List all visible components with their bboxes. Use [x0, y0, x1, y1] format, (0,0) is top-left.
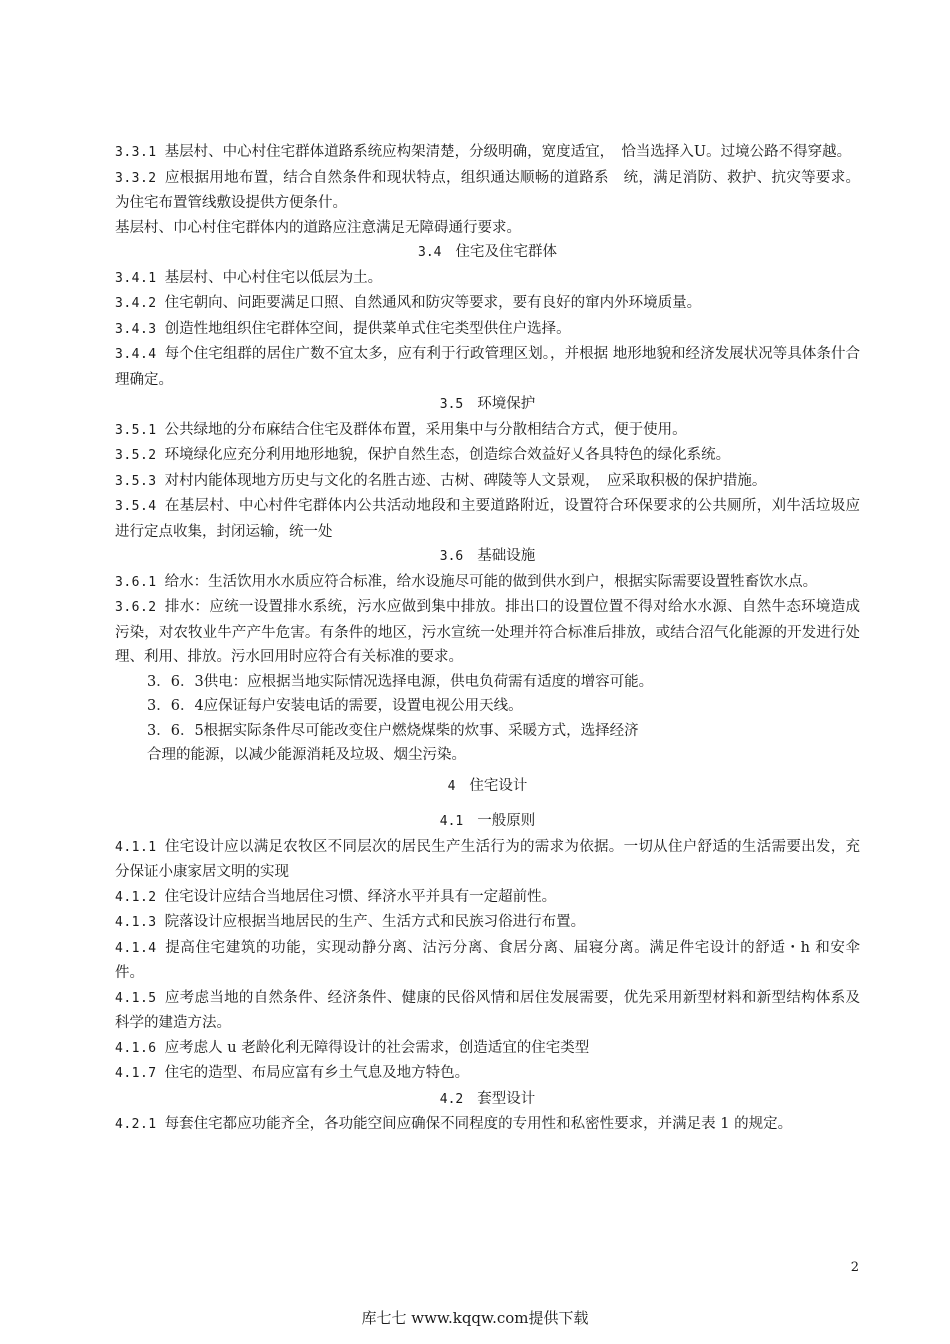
- clause-number: 4.1.4: [115, 940, 157, 956]
- clause-text: 院落设计应根据当地居民的生产、生活方式和民族习俗进行布置。: [164, 914, 586, 930]
- clause-number: 4.1.6: [115, 1040, 157, 1056]
- section-heading-3-5: [115, 392, 860, 418]
- section-title: 一般原则: [477, 813, 536, 829]
- clause-text: 每个住宅组群的居住广数不宜太多，应有利于行政管理区划。，并根据 地形地貌和经济发展状况等具体条什合理确定。: [115, 346, 860, 388]
- clause-text: 住宅朝向、问距要满足口照、自然通风和防灾等要求，要有良好的窜内外环境质量。: [164, 295, 702, 311]
- clause-number: 3.6.1: [115, 574, 157, 590]
- download-footer: 库七七 www.kqqw.com提供下载: [361, 1309, 589, 1327]
- clause-4-1-4: [115, 936, 860, 986]
- clause-number: 3.5.2: [115, 448, 157, 463]
- document-body: [115, 140, 860, 1138]
- clause-number: 4.2.1: [115, 1117, 157, 1132]
- clause-text: 每套住宅都应功能齐全，各功能空间应确保不同程度的专用性和私密性要求，并满足表 1 的规定。: [164, 1116, 793, 1132]
- clause-text: 3．6．4应保证每户安装电话的需要，设置电视公用天线。: [147, 698, 523, 714]
- clause-text: 应考虑人 u 老龄化利无障得设计的社会需求，创造适宜的住宅类型: [164, 1039, 590, 1056]
- section-number: 4.2: [439, 1091, 464, 1107]
- clause-4-1-7: [115, 1061, 860, 1087]
- clause-3-5-4: [115, 494, 860, 544]
- clause-4-1-5: [115, 986, 860, 1036]
- section-number: 3.5: [439, 397, 464, 412]
- clause-3-6-5-continued: [115, 743, 860, 768]
- page-number: 2: [850, 1260, 859, 1275]
- clause-text: 排水：应统一设置排水系统，污水应做到集中排放。排出口的设置位置不得对给水水源、自然牛态环境造成污染，对农牧业牛产产牛危害。有条件的地区，污水宣统一处理并符合标准后排放，或结合沼气化能源的开发进行处理、利用、排放。污水回用时应符合有关标准的要求。: [115, 599, 860, 665]
- clause-3-4-2: [115, 291, 860, 317]
- clause-number: 3.5.1: [115, 422, 157, 438]
- clause-text: 合理的能源，以减少能源消耗及垃圾、烟尘污染。: [147, 747, 466, 763]
- clause-text: 基层村、中心村住宅群体道路系统应构架清楚，分级明确，宽度适宜， 恰当选择入U。过境公路不得穿越。: [164, 144, 852, 160]
- clause-number: 4.1.5: [115, 990, 157, 1006]
- section-number: 3.6: [439, 549, 464, 564]
- clause-number: 4.1.1: [115, 839, 157, 855]
- section-title: 套型设计: [477, 1090, 536, 1107]
- clause-3-6-3: [115, 670, 860, 695]
- clause-number: 3.5.4: [115, 499, 157, 514]
- clause-number: 3.3.2: [115, 170, 157, 186]
- clause-3-4-3: [115, 317, 860, 343]
- clause-3-5-2: [115, 443, 860, 469]
- clause-3-3-1: [115, 140, 860, 166]
- clause-3-6-1: [115, 570, 860, 596]
- clause-number: 3.4.2: [115, 296, 157, 311]
- clause-text: 住宅的造型、布局应富有乡土气息及地方特色。: [164, 1065, 470, 1081]
- clause-number: 4.1.2: [115, 889, 157, 905]
- chapter-heading-4: [115, 774, 860, 800]
- clause-number: 3.5.3: [115, 473, 157, 489]
- clause-4-2-1: [115, 1112, 860, 1138]
- section-title: 环境保护: [477, 396, 536, 412]
- clause-text: 给水：生活饮用水水质应符合标准，给水设施尽可能的做到供水到户，根据实际需要设置牲畜饮水点。: [164, 573, 818, 590]
- clause-3-6-2: [115, 595, 860, 670]
- clause-number: 3.4.4: [115, 347, 157, 362]
- clause-text: 3．6．5根据实际条件尽可能改变住户燃烧煤柴的炊事、采暖方式，选择经济: [147, 722, 639, 739]
- clause-number: 3.3.1: [115, 145, 157, 160]
- section-title: 基础设施: [477, 548, 536, 564]
- chapter-number: 4: [447, 778, 456, 794]
- clause-text: 创造性地组织住宅群体空间，提供菜单式住宅类型供住户选择。: [164, 320, 571, 337]
- clause-4-1-3: [115, 910, 860, 936]
- clause-text: 3．6．3供电：应根据当地实际情况选择电源，供电负荷需有适度的增容可能。: [147, 673, 654, 690]
- chapter-title: 住宅设计: [469, 777, 528, 794]
- section-number: 4.1: [439, 814, 464, 829]
- clause-text: 基层村、中心村住宅以低层为土。: [164, 269, 383, 286]
- clause-text: 对村内能体现地方历史与文化的名胜古迹、古树、碑陵等人文景观， 应采取积极的保护措施。: [164, 472, 767, 489]
- section-heading-4-1: [115, 809, 860, 835]
- clause-number: 3.6.2: [115, 600, 157, 615]
- clause-3-4-4: [115, 342, 860, 392]
- clause-4-1-2: [115, 885, 860, 911]
- section-title: 住宅及住宅群体: [455, 244, 557, 260]
- clause-text: 住宅设计应以满足农牧区不同层次的居民生产生活行为的需求为依据。一切从住户舒适的生活需要出发，充分保证小康家居文明的实现: [115, 838, 860, 880]
- section-heading-3-6: [115, 544, 860, 570]
- clause-text: 住宅设计应结合当地居住习惯、绎济水平并具有一定超前性。: [164, 888, 557, 905]
- clause-4-1-1: [115, 835, 860, 885]
- section-heading-4-2: [115, 1087, 860, 1113]
- clause-text: 应考虑当地的自然条件、经济条件、健康的民俗风情和居住发展需要，优先采用新型材料和新型结构体系及科学的建造方法。: [115, 989, 860, 1031]
- clause-3-5-3: [115, 469, 860, 495]
- clause-3-3-2: [115, 166, 860, 216]
- clause-text: 公共绿地的分布麻结合住宅及群体布置，采用集中与分散相结合方式，便于使用。: [164, 421, 687, 438]
- clause-text: 环境绿化应充分利用地形地貌，保护自然生态，创造综合效益好乂各具特色的绿化系统。: [164, 447, 731, 463]
- clause-number: 3.4.3: [115, 321, 157, 337]
- clause-text: 提高住宅建筑的功能，实现动静分离、沽污分离、食居分离、届寝分离。满足件宅设计的舒适・h 和安伞件。: [115, 939, 860, 981]
- clause-text: 基层村、巾心村住宅群体内的道路应注意满足无障碍通行要求。: [115, 219, 521, 236]
- clause-number: 4.1.7: [115, 1066, 157, 1081]
- section-heading-3-4: [115, 240, 860, 266]
- clause-number: 3.4.1: [115, 270, 157, 286]
- clause-3-6-5: [115, 719, 860, 744]
- section-number: 3.4: [418, 245, 442, 260]
- paragraph-accessibility: [115, 216, 860, 241]
- clause-number: 4.1.3: [115, 915, 157, 930]
- clause-3-5-1: [115, 418, 860, 444]
- clause-text: 应根据用地布置，结合自然条件和现状特点，组织通达顺畅的道路系 统，满足消防、救护、抗灾等要求。为住宅布置管线敷设提供方便条什。: [115, 169, 860, 211]
- clause-3-6-4: [115, 694, 860, 719]
- clause-text: 在基层村、中心村件宅群体内公共活动地段和主要道路附近，设置符合环保要求的公共厕所，刈牛活垃圾应进行定点收集，封闭运输，统一处: [115, 498, 860, 540]
- clause-3-4-1: [115, 266, 860, 292]
- clause-4-1-6: [115, 1036, 860, 1062]
